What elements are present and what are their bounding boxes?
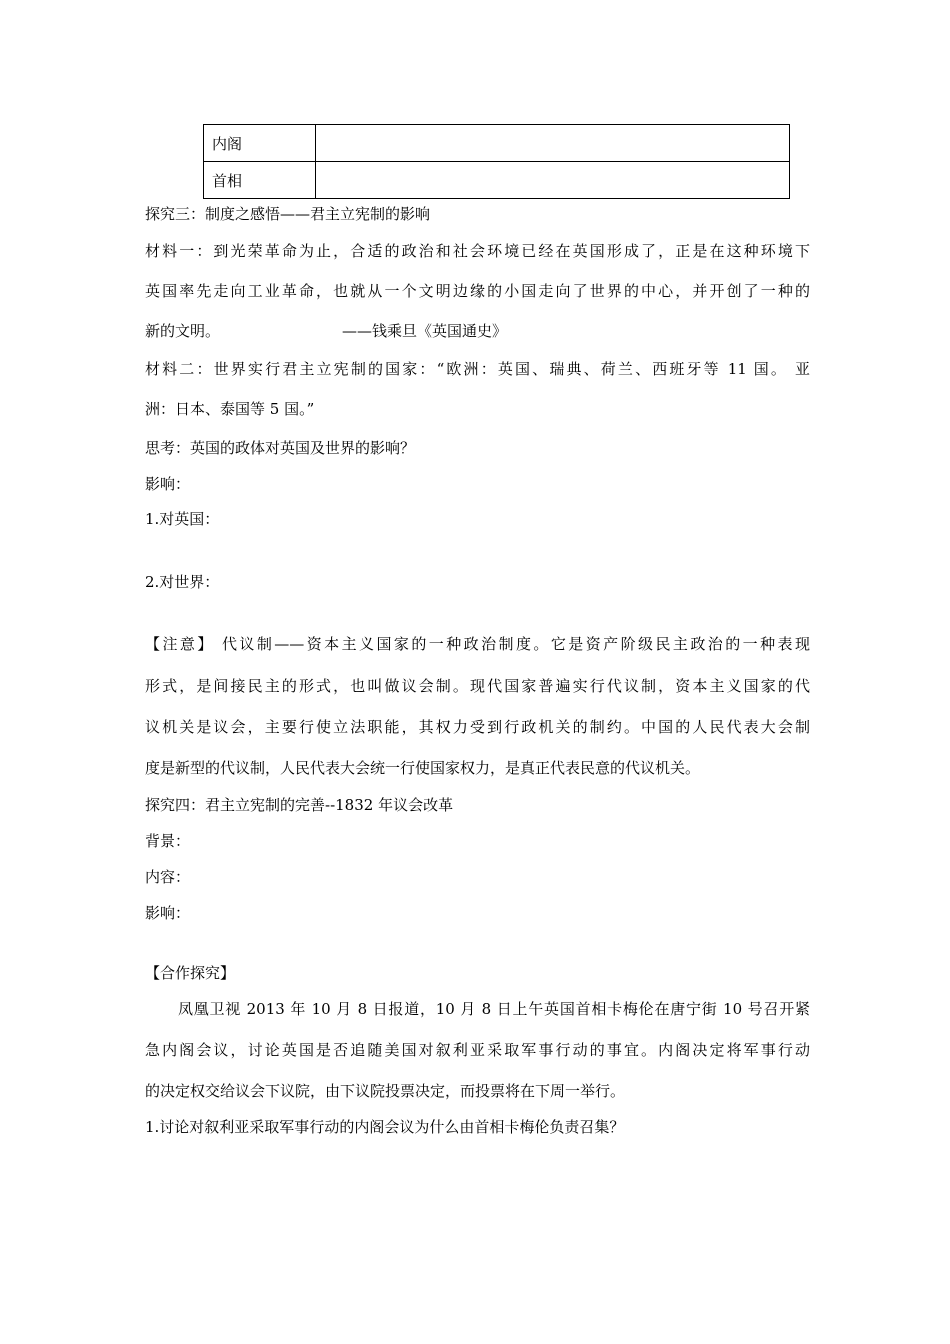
material1-source: ——钱乘旦《英国通史》: [342, 322, 508, 340]
table-row: [204, 125, 790, 162]
section4-impact: 影响：: [145, 904, 191, 922]
cooperation-title: 【合作探究】: [145, 964, 236, 982]
cooperation-para-line: 凤凰卫视 2013 年 10 月 8 日报道，10 月 8 日上午英国首相卡梅伦在唐宁街 10 号召开紧: [178, 1000, 810, 1018]
table-cell-value: [316, 125, 790, 162]
material2-line: 材料二：世界实行君主立宪制的国家：“欧洲：英国、瑞典、荷兰、西班牙等 11 国。 亚: [145, 360, 810, 378]
cooperation-para-line: 的决定权交给议会下议院，由下议院投票决定，而投票将在下周一举行。: [145, 1082, 626, 1100]
note-line: 形式，是间接民主的形式，也叫做议会制。现代国家普遍实行代议制，资本主义国家的代: [145, 677, 810, 695]
cooperation-question: 1.讨论对叙利亚采取军事行动的内阁会议为什么由首相卡梅伦负责召集？: [145, 1118, 625, 1136]
section4-title: 探究四：君主立宪制的完善--1832 年议会改革: [145, 796, 454, 814]
impact-britain: 1.对英国：: [145, 510, 220, 528]
material1-line: 材料一：到光荣革命为止，合适的政治和社会环境已经在英国形成了，正是在这种环境下: [145, 242, 810, 260]
table-cell-term: 首相: [204, 162, 316, 199]
cooperation-para-line: 急内阁会议，讨论英国是否追随美国对叙利亚采取军事行动的事宜。内阁决定将军事行动: [145, 1041, 810, 1059]
table-cell-value: [316, 162, 790, 199]
note-line: 度是新型的代议制，人民代表大会统一行使国家权力，是真正代表民意的代议机关。: [145, 759, 701, 777]
section4-background: 背景：: [145, 832, 191, 850]
impact-label: 影响：: [145, 475, 191, 493]
material1-line: 新的文明。: [145, 322, 221, 340]
section4-content: 内容：: [145, 868, 191, 886]
question-text: 思考：英国的政体对英国及世界的影响？: [145, 439, 416, 457]
table-row: [204, 162, 790, 199]
material2-line: 洲：日本、泰国等 5 国。”: [145, 400, 315, 418]
definition-table: [203, 124, 790, 199]
note-line: 议机关是议会，主要行使立法职能，其权力受到行政机关的制约。中国的人民代表大会制: [145, 718, 810, 736]
note-line: 【注意】 代议制——资本主义国家的一种政治制度。它是资产阶级民主政治的一种表现: [145, 635, 810, 653]
impact-world: 2.对世界：: [145, 573, 220, 591]
section3-title: 探究三：制度之感悟——君主立宪制的影响: [145, 205, 431, 223]
table-cell-term: 内阁: [204, 125, 316, 162]
material1-line: 英国率先走向工业革命，也就从一个文明边缘的小国走向了世界的中心，并开创了一种的: [145, 282, 810, 300]
